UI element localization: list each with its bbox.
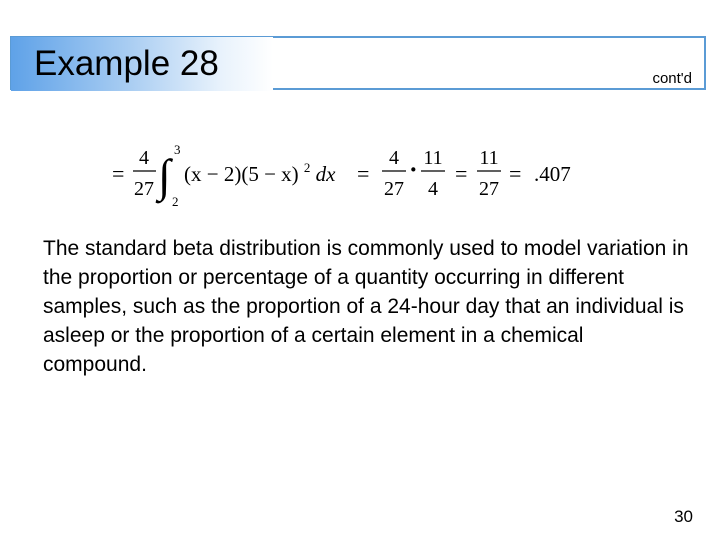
- equals-sign-2: =: [357, 161, 370, 186]
- multiplication-dot: ·: [409, 155, 418, 184]
- coefficient-numerator: 4: [139, 147, 149, 169]
- integral-lower-limit: 2: [172, 194, 179, 209]
- integral-upper-limit: 3: [174, 142, 181, 157]
- equals-sign-4: =: [509, 161, 522, 186]
- equation: [100, 138, 580, 210]
- continued-label: cont'd: [652, 70, 692, 87]
- fraction-2-numerator: 11: [423, 147, 443, 169]
- integrand: [184, 153, 336, 186]
- fraction-3-denominator: 27: [479, 178, 499, 200]
- integrand-exponent: 2: [303, 160, 311, 175]
- equals-sign-1: =: [112, 161, 125, 186]
- integrand-differential: dx: [315, 162, 336, 186]
- fraction-1-denominator: 27: [384, 178, 404, 200]
- fraction-1-numerator: 4: [389, 147, 399, 169]
- slide-title: Example 28: [34, 44, 219, 83]
- coefficient-denominator: 27: [134, 178, 154, 200]
- title-bar: [10, 36, 706, 90]
- integral-sign: ∫: [158, 150, 171, 201]
- fraction-2-denominator: 4: [428, 178, 438, 200]
- integrand-factors: (x − 2)(5 − x): [184, 162, 299, 186]
- fraction-3-numerator: 11: [479, 147, 499, 169]
- result-value: .407: [534, 162, 571, 186]
- body-paragraph: The standard beta distribution is commonly used to model variation in the proportion or percentage of a quantity occurring in different samples, such as the proportion of a 24-hour day that an individual is asleep or the proportion of a certain element in a chemical compound.: [43, 237, 689, 376]
- equals-sign-3: =: [455, 161, 468, 186]
- page-number: 30: [674, 507, 693, 526]
